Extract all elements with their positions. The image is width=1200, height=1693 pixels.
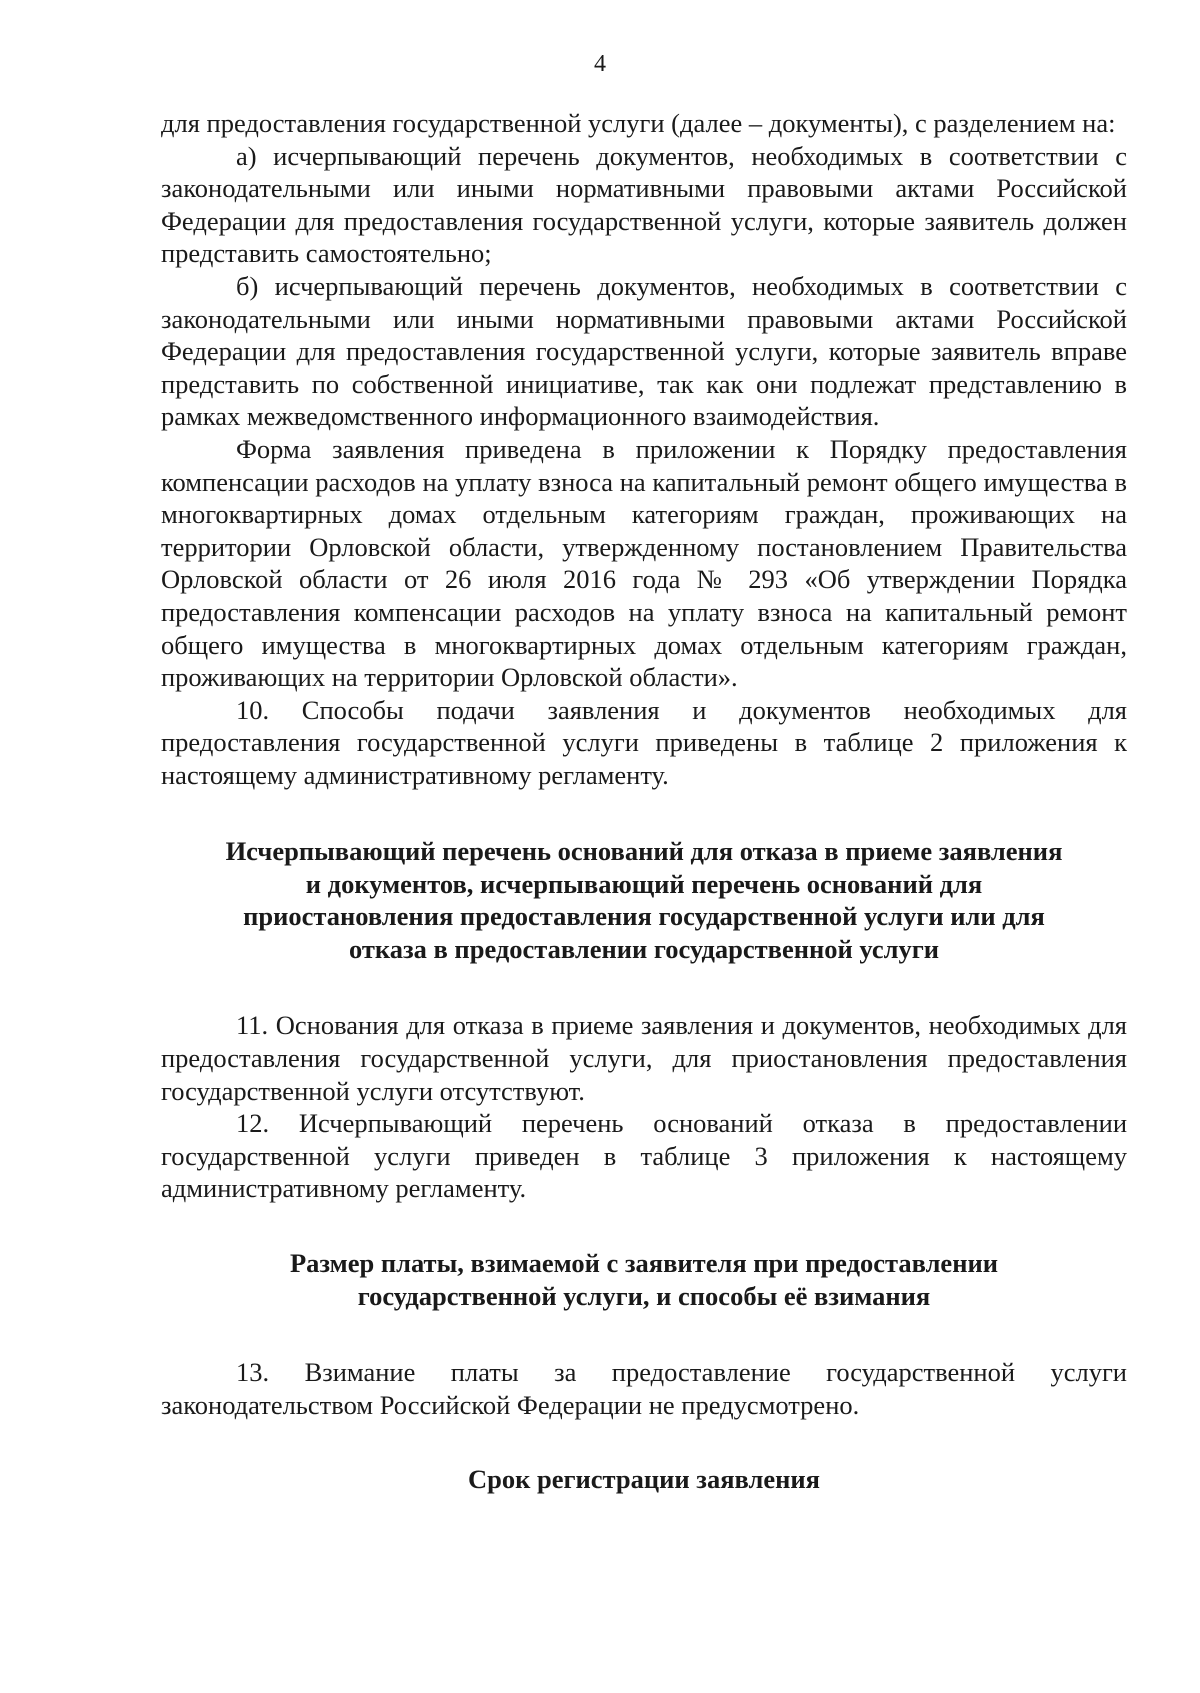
paragraph-intro: для предоставления государственной услуги (далее – документы), с разделением на: — [161, 108, 1116, 138]
paragraph-13: 13. Взимание платы за предоставление государственной услуги законодательством Российской Федерации не предусмотрено. — [161, 1357, 1127, 1420]
paragraph-item-b: б) исчерпывающий перечень документов, необходимых в соответствии с законодательными или иными нормативными правовыми актами Российской Федерации для предоставления государственной услуги, которые заявитель вправе представить по собственной инициативе, так как они подлежат представлению в рамках межведомственного информационного взаимодействия. — [161, 270, 1127, 432]
paragraph-11: 11. Основания для отказа в приеме заявления и документов, необходимых для предоставления государственной услуги, для приостановления предоставления государственной услуги отсутствуют. — [161, 1010, 1127, 1106]
section-heading-fee — [161, 1247, 1127, 1312]
heading-line: Размер платы, взимаемой с заявителя при предоставлении — [289, 1248, 999, 1279]
section-heading-registration-term — [161, 1463, 1127, 1496]
heading-line: приостановления предоставления государственной услуги или для — [243, 901, 1045, 932]
document-body — [161, 107, 1127, 1496]
page-number: 4 — [594, 51, 606, 77]
section-heading-refusal-grounds — [161, 835, 1127, 965]
heading-line: Срок регистрации заявления — [467, 1464, 821, 1495]
heading-line: отказа в предоставлении государственной услуги — [348, 933, 940, 964]
paragraph-12: 12. Исчерпывающий перечень оснований отказа в предоставлении государственной услуги приведен в таблице 3 приложения к настоящему административному регламенту. — [161, 1108, 1127, 1204]
paragraph-10: 10. Способы подачи заявления и документов необходимых для предоставления государственной услуги приведены в таблице 2 приложения к настоящему административному регламенту. — [161, 694, 1127, 790]
heading-line: государственной услуги, и способы её взимания — [357, 1280, 931, 1311]
heading-line: Исчерпывающий перечень оснований для отказа в приеме заявления — [225, 836, 1063, 867]
paragraph-item-a: а) исчерпывающий перечень документов, необходимых в соответствии с законодательными или иными нормативными правовыми актами Российской Федерации для предоставления государственной услуги, которые заявитель должен представить самостоятельно; — [161, 140, 1127, 269]
paragraph-application-form: Форма заявления приведена в приложении к Порядку предоставления компенсации расходов на уплату взноса на капитальный ремонт общего имущества в многоквартирных домах отдельным категориям граждан, проживающих на территории Орловской области, утвержденному постановлением Правительства Орловской области от 26 июля 2016 года № 293 «Об утверждении Порядка предоставления компенсации расходов на уплату взноса на капитальный ремонт общего имущества в многоквартирных домах отдельным категориям граждан, проживающих на территории Орловской области». — [161, 433, 1127, 693]
heading-line: и документов, исчерпывающий перечень оснований для — [305, 868, 983, 899]
